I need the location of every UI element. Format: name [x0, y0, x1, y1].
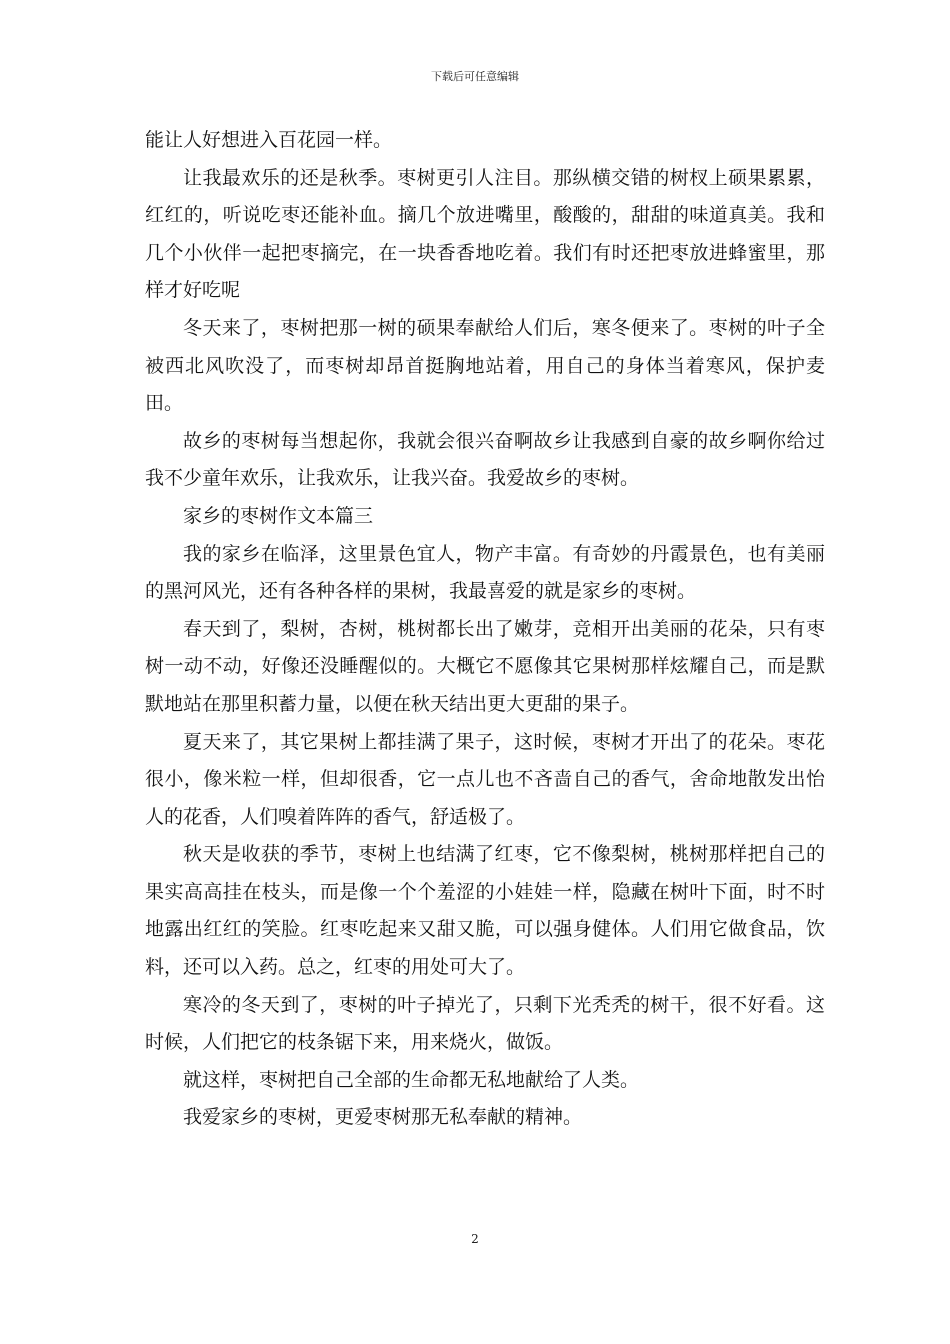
paragraph: 春天到了，梨树，杏树，桃树都长出了嫩芽，竞相开出美丽的花朵，只有枣树一动不动，好像还没睡醒似的。大概它不愿像其它果树那样炫耀自己，而是默默地站在那里积蓄力量，以便在秋天结出更大更甜的果子。 — [145, 617, 825, 715]
document-body — [145, 122, 825, 1137]
paragraph: 我的家乡在临泽，这里景色宜人，物产丰富。有奇妙的丹霞景色，也有美丽的黑河风光，还有各种各样的果树，我最喜爱的就是家乡的枣树。 — [145, 542, 825, 603]
page-header: 下载后可任意编辑 — [431, 70, 519, 83]
section-heading: 家乡的枣树作文本篇三 — [183, 504, 374, 527]
paragraph: 寒冷的冬天到了，枣树的叶子掉光了，只剩下光秃秃的树干，很不好看。这时候，人们把它的枝条锯下来，用来烧火，做饭。 — [145, 993, 825, 1054]
paragraph: 冬天来了，枣树把那一树的硕果奉献给人们后，寒冬便来了。枣树的叶子全被西北风吹没了，而枣树却昂首挺胸地站着，用自己的身体当着寒风，保护麦田。 — [145, 316, 825, 415]
paragraph: 夏天来了，其它果树上都挂满了果子，这时候，枣树才开出了的花朵。枣花很小，像米粒一样，但却很香，它一点儿也不吝啬自己的香气，舍命地散发出怡人的花香，人们嗅着阵阵的香气，舒适极了。 — [145, 730, 825, 828]
paragraph: 就这样，枣树把自己全部的生命都无私地献给了人类。 — [183, 1068, 640, 1091]
paragraph: 让我最欢乐的还是秋季。枣树更引人注目。那纵横交错的树杈上硕果累累，红红的，听说吃枣还能补血。摘几个放进嘴里，酸酸的，甜甜的味道真美。我和几个小伙伴一起把枣摘完，在一块香香地吃着。我们有时还把枣放进蜂蜜里，那样才好吃呢 — [145, 166, 825, 302]
paragraph: 我爱家乡的枣树，更爱枣树那无私奉献的精神。 — [183, 1106, 583, 1129]
paragraph: 秋天是收获的季节，枣树上也结满了红枣，它不像梨树，桃树那样把自己的果实高高挂在枝头，而是像一个个羞涩的小娃娃一样，隐藏在树叶下面，时不时地露出红红的笑脸。红枣吃起来又甜又脆，可以强身健体。人们用它做食品，饮料，还可以入药。总之，红枣的用处可大了。 — [145, 843, 825, 979]
page-number: 2 — [471, 1232, 479, 1246]
paragraph: 故乡的枣树每当想起你，我就会很兴奋啊故乡让我感到自豪的故乡啊你给过我不少童年欢乐，让我欢乐，让我兴奋。我爱故乡的枣树。 — [145, 429, 825, 490]
paragraph: 能让人好想进入百花园一样。 — [145, 129, 393, 151]
